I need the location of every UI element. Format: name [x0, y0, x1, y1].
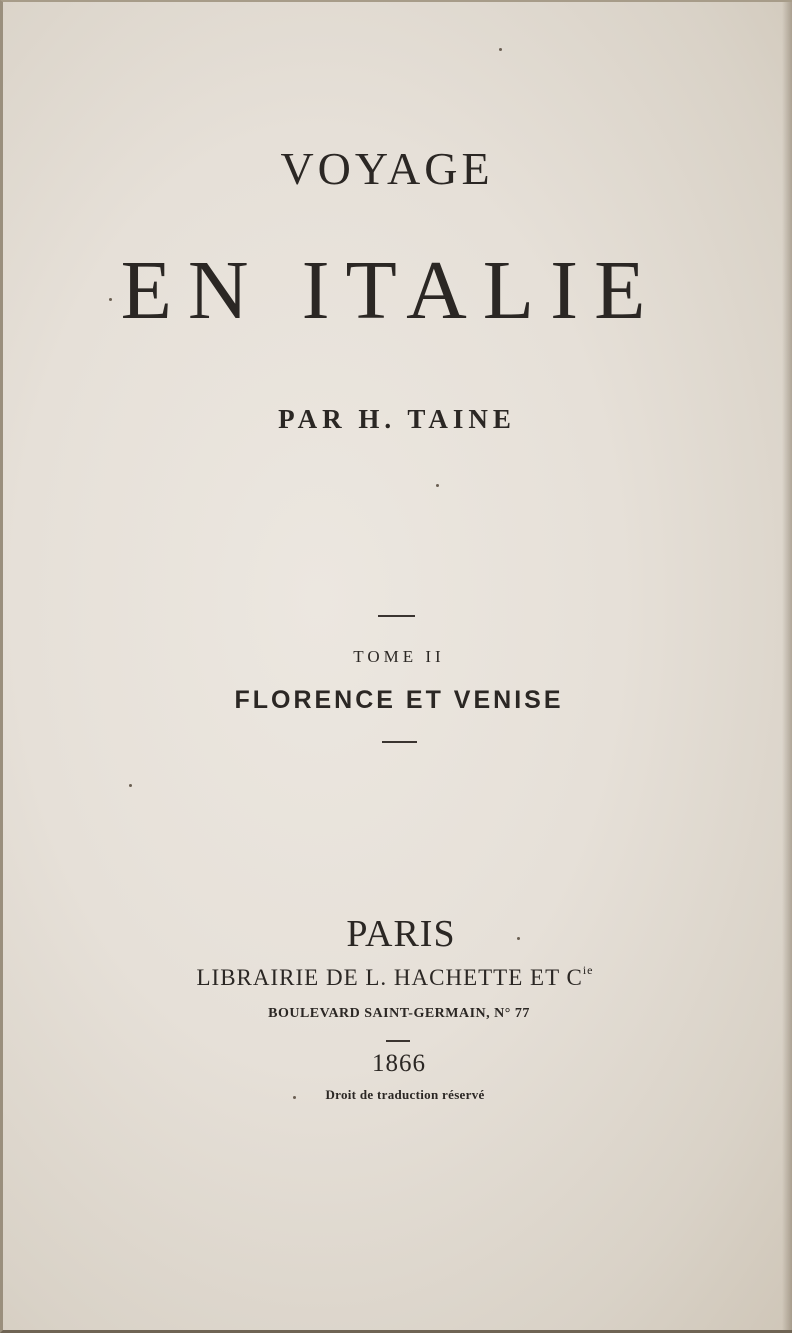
title-line-1: VOYAGE — [280, 143, 494, 194]
imprint-city: PARIS — [346, 913, 456, 955]
volume-label: TOME II — [353, 647, 445, 666]
paper-speck — [293, 1096, 296, 1099]
paper-speck — [109, 298, 112, 301]
paper-speck — [436, 484, 439, 487]
volume-subtitle: FLORENCE ET VENISE — [234, 686, 564, 714]
divider-rule-top — [378, 615, 415, 617]
imprint-address: BOULEVARD SAINT-GERMAIN, N° 77 — [268, 1006, 530, 1021]
divider-rule-bottom — [382, 741, 417, 743]
divider-rule-imprint — [386, 1040, 410, 1042]
paper-speck — [517, 937, 520, 940]
paper-speck — [129, 784, 132, 787]
title-line-2: EN ITALIE — [120, 244, 662, 337]
rights-notice: Droit de traduction réservé — [325, 1087, 485, 1102]
publisher-name: LIBRAIRIE DE L. HACHETTE ET C — [196, 965, 583, 990]
imprint-publisher — [0, 965, 791, 991]
publisher-superscript: ie — [582, 963, 594, 977]
paper-speck — [499, 48, 502, 51]
imprint-year: 1866 — [372, 1050, 426, 1077]
author-line: PAR H. TAINE — [278, 404, 516, 434]
